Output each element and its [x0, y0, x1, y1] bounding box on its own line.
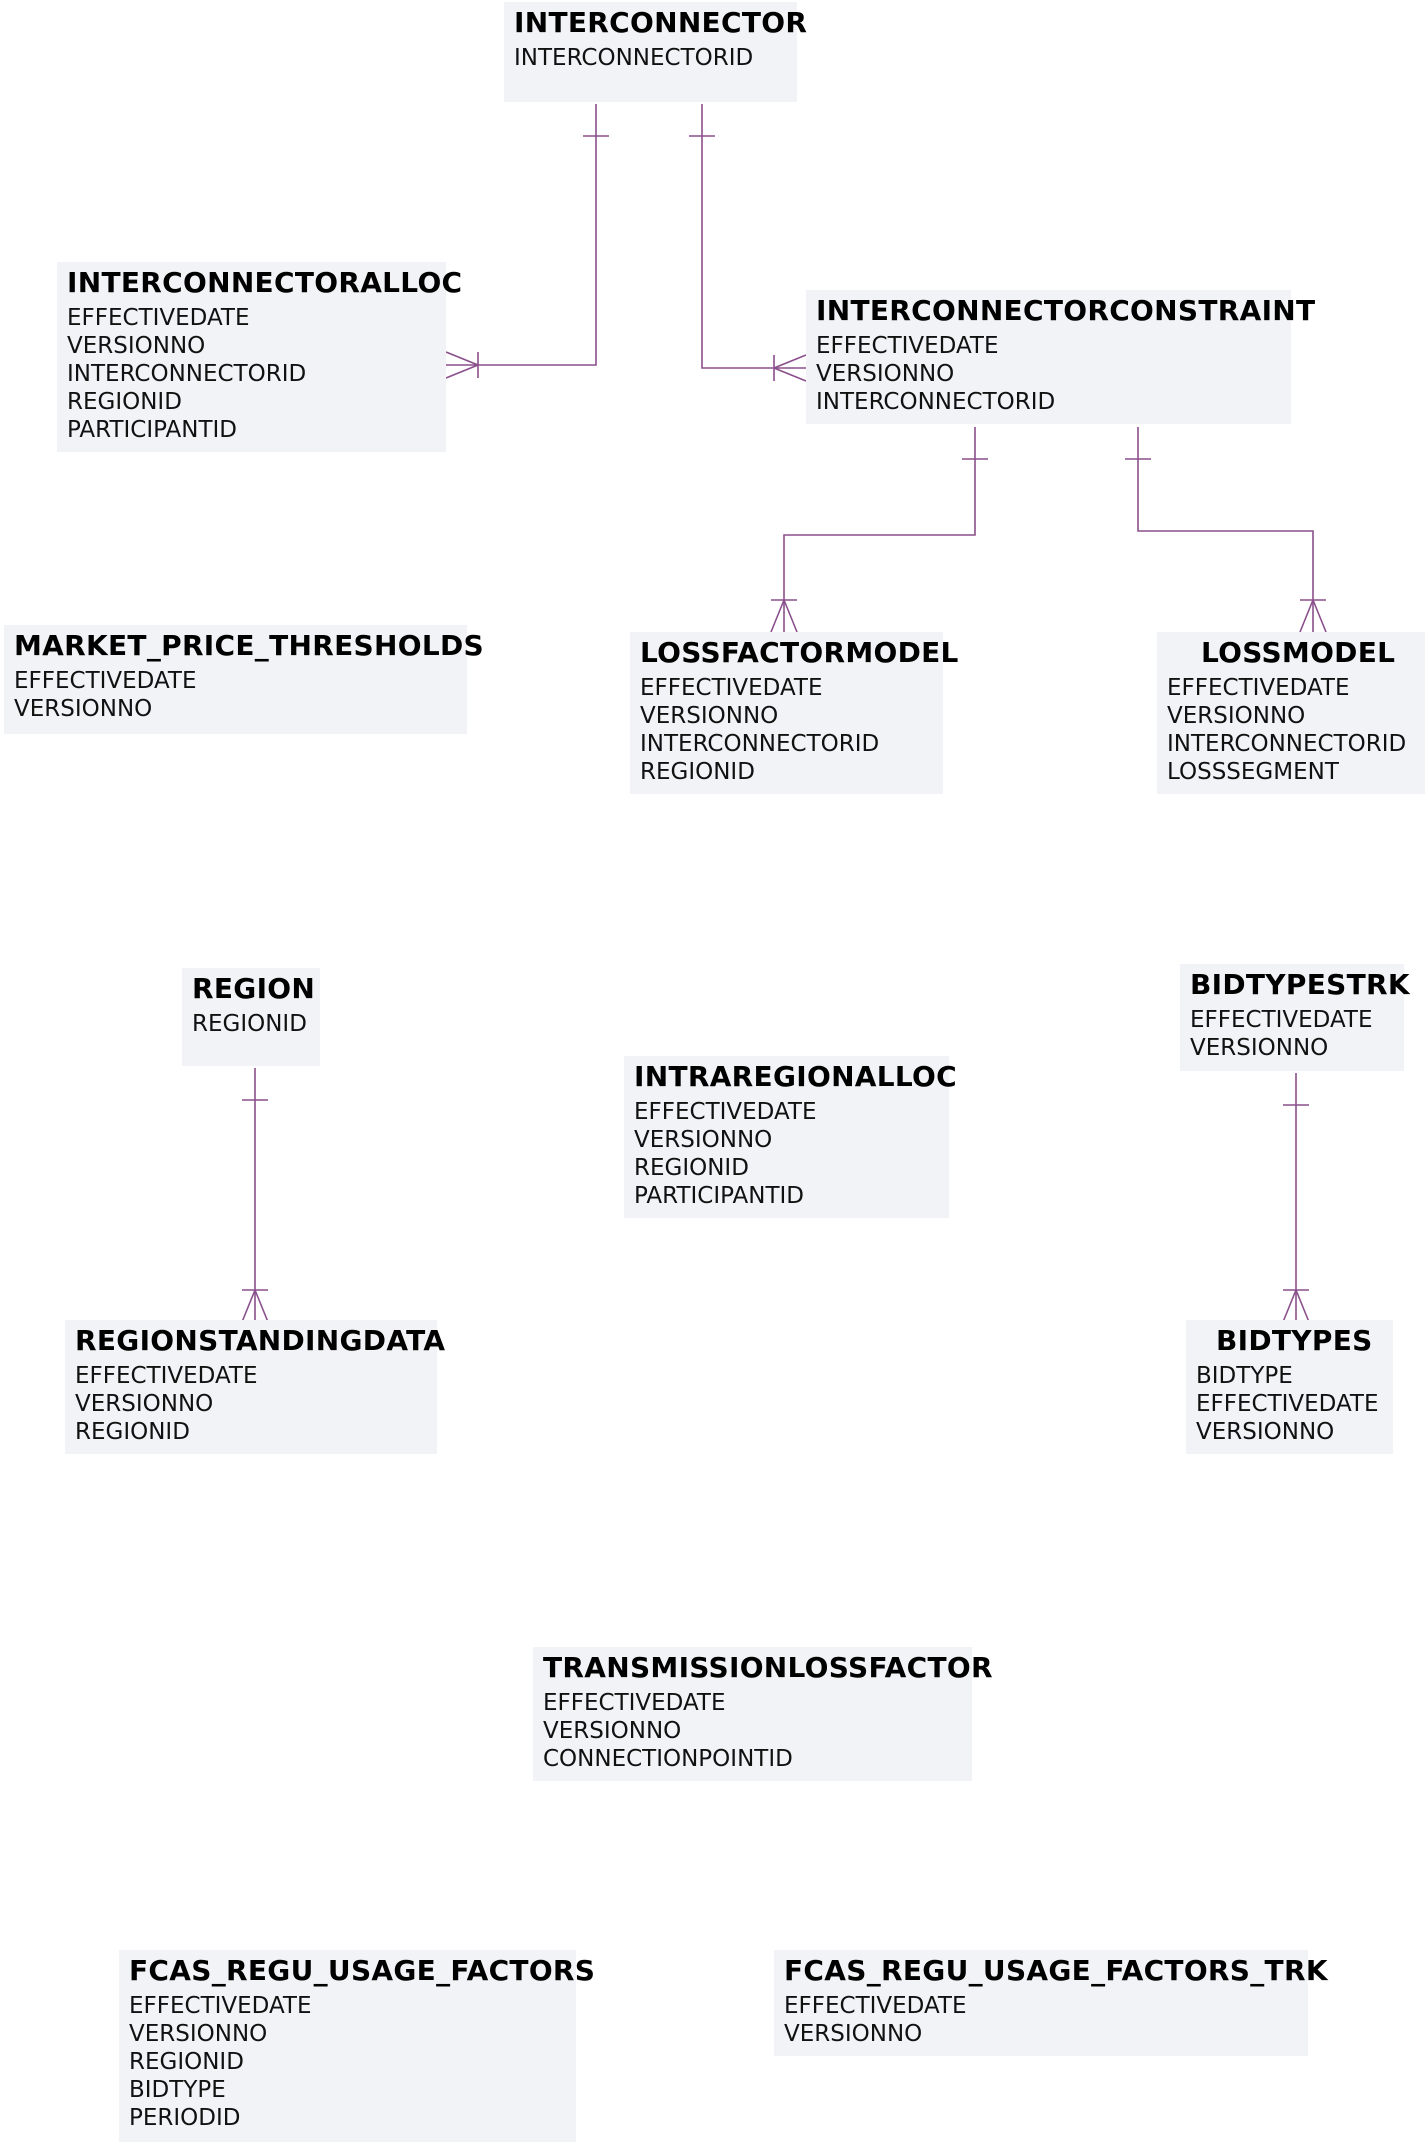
entity-attribute: VERSIONNO [14, 696, 153, 722]
rel-interconnector-interconnectoralloc [446, 104, 609, 378]
entity-attribute: REGIONID [640, 759, 755, 785]
entity-attribute: INTERCONNECTORID [816, 389, 1056, 415]
entity-fcas-regu-usage-factors-trk[interactable] [774, 1950, 1328, 2056]
entity-attribute: EFFECTIVEDATE [1167, 675, 1350, 701]
rel-interconnectorconstraint-lossfactormodel [771, 427, 988, 632]
entity-attribute: VERSIONNO [1167, 703, 1306, 729]
entity-attribute: EFFECTIVEDATE [543, 1690, 726, 1716]
entity-fcas-regu-usage-factors[interactable] [119, 1950, 596, 2142]
entity-attribute: EFFECTIVEDATE [75, 1363, 258, 1389]
entity-lossfactormodel[interactable] [630, 632, 959, 794]
entity-transmissionlossfactor[interactable] [533, 1647, 993, 1781]
rel-bidtypestrk-bidtypes [1283, 1073, 1309, 1322]
entity-attribute: CONNECTIONPOINTID [543, 1746, 793, 1772]
rel-interconnector-interconnectorconstraint [689, 104, 806, 381]
entity-title: MARKET_PRICE_THRESHOLDS [14, 629, 484, 662]
entity-attribute: VERSIONNO [129, 2021, 268, 2047]
entity-title: INTERCONNECTORALLOC [67, 266, 463, 299]
entity-attribute: VERSIONNO [67, 333, 206, 359]
entity-attribute: REGIONID [192, 1011, 307, 1037]
entity-title: BIDTYPESTRK [1190, 968, 1410, 1001]
rel-interconnectorconstraint-lossmodel [1125, 427, 1326, 632]
entity-bidtypestrk[interactable] [1180, 964, 1410, 1071]
entity-attribute: INTERCONNECTORID [67, 361, 307, 387]
entity-interconnector[interactable] [504, 2, 808, 102]
entity-attribute: EFFECTIVEDATE [640, 675, 823, 701]
entity-attribute: REGIONID [75, 1419, 190, 1445]
entity-title: INTRAREGIONALLOC [634, 1060, 958, 1093]
entity-attribute: PARTICIPANTID [634, 1183, 804, 1209]
entity-attribute: VERSIONNO [634, 1127, 773, 1153]
entity-attribute: BIDTYPE [1196, 1363, 1293, 1389]
entity-title: LOSSMODEL [1201, 636, 1396, 669]
entity-title: LOSSFACTORMODEL [640, 636, 959, 669]
entity-title: FCAS_REGU_USAGE_FACTORS [129, 1954, 596, 1987]
entity-intraregionalloc[interactable] [624, 1056, 958, 1218]
entity-attribute: BIDTYPE [129, 2077, 226, 2103]
entity-attribute: EFFECTIVEDATE [784, 1993, 967, 2019]
entity-attribute: PARTICIPANTID [67, 417, 237, 443]
entity-attribute: VERSIONNO [816, 361, 955, 387]
entity-market-price-thresholds[interactable] [4, 625, 484, 734]
entity-regionstandingdata[interactable] [65, 1320, 446, 1454]
entity-attribute: INTERCONNECTORID [640, 731, 880, 757]
entity-attribute: VERSIONNO [543, 1718, 682, 1744]
entity-attribute: INTERCONNECTORID [514, 45, 754, 71]
entity-title: BIDTYPES [1216, 1324, 1373, 1357]
entity-title: REGION [192, 972, 316, 1005]
entity-attribute: INTERCONNECTORID [1167, 731, 1407, 757]
entity-interconnectorconstraint[interactable] [806, 290, 1316, 424]
entity-title: TRANSMISSIONLOSSFACTOR [543, 1651, 993, 1684]
entity-attribute: REGIONID [634, 1155, 749, 1181]
entity-region[interactable] [182, 968, 320, 1066]
entity-attribute: EFFECTIVEDATE [816, 333, 999, 359]
entity-attribute: EFFECTIVEDATE [1190, 1007, 1373, 1033]
entity-attribute: EFFECTIVEDATE [67, 305, 250, 331]
entity-attribute: VERSIONNO [1190, 1035, 1329, 1061]
entity-attribute: REGIONID [67, 389, 182, 415]
entity-attribute: LOSSSEGMENT [1167, 759, 1339, 785]
entity-attribute: EFFECTIVEDATE [14, 668, 197, 694]
entity-attribute: VERSIONNO [640, 703, 779, 729]
entity-title: FCAS_REGU_USAGE_FACTORS_TRK [784, 1954, 1328, 1987]
entity-title: REGIONSTANDINGDATA [75, 1324, 446, 1357]
entity-title: INTERCONNECTORCONSTRAINT [816, 294, 1316, 327]
entity-attribute: PERIODID [129, 2105, 241, 2131]
entity-title: INTERCONNECTOR [514, 6, 808, 39]
entity-attribute: EFFECTIVEDATE [129, 1993, 312, 2019]
entity-attribute: EFFECTIVEDATE [1196, 1391, 1379, 1417]
entity-attribute: VERSIONNO [784, 2021, 923, 2047]
rel-region-regionstandingdata [242, 1068, 268, 1322]
entity-bidtypes[interactable] [1186, 1320, 1393, 1454]
entity-lossmodel[interactable] [1157, 632, 1425, 794]
entity-attribute: VERSIONNO [75, 1391, 214, 1417]
entity-attribute: VERSIONNO [1196, 1419, 1335, 1445]
entity-attribute: EFFECTIVEDATE [634, 1099, 817, 1125]
entity-attribute: REGIONID [129, 2049, 244, 2075]
entity-interconnectoralloc[interactable] [57, 262, 463, 452]
